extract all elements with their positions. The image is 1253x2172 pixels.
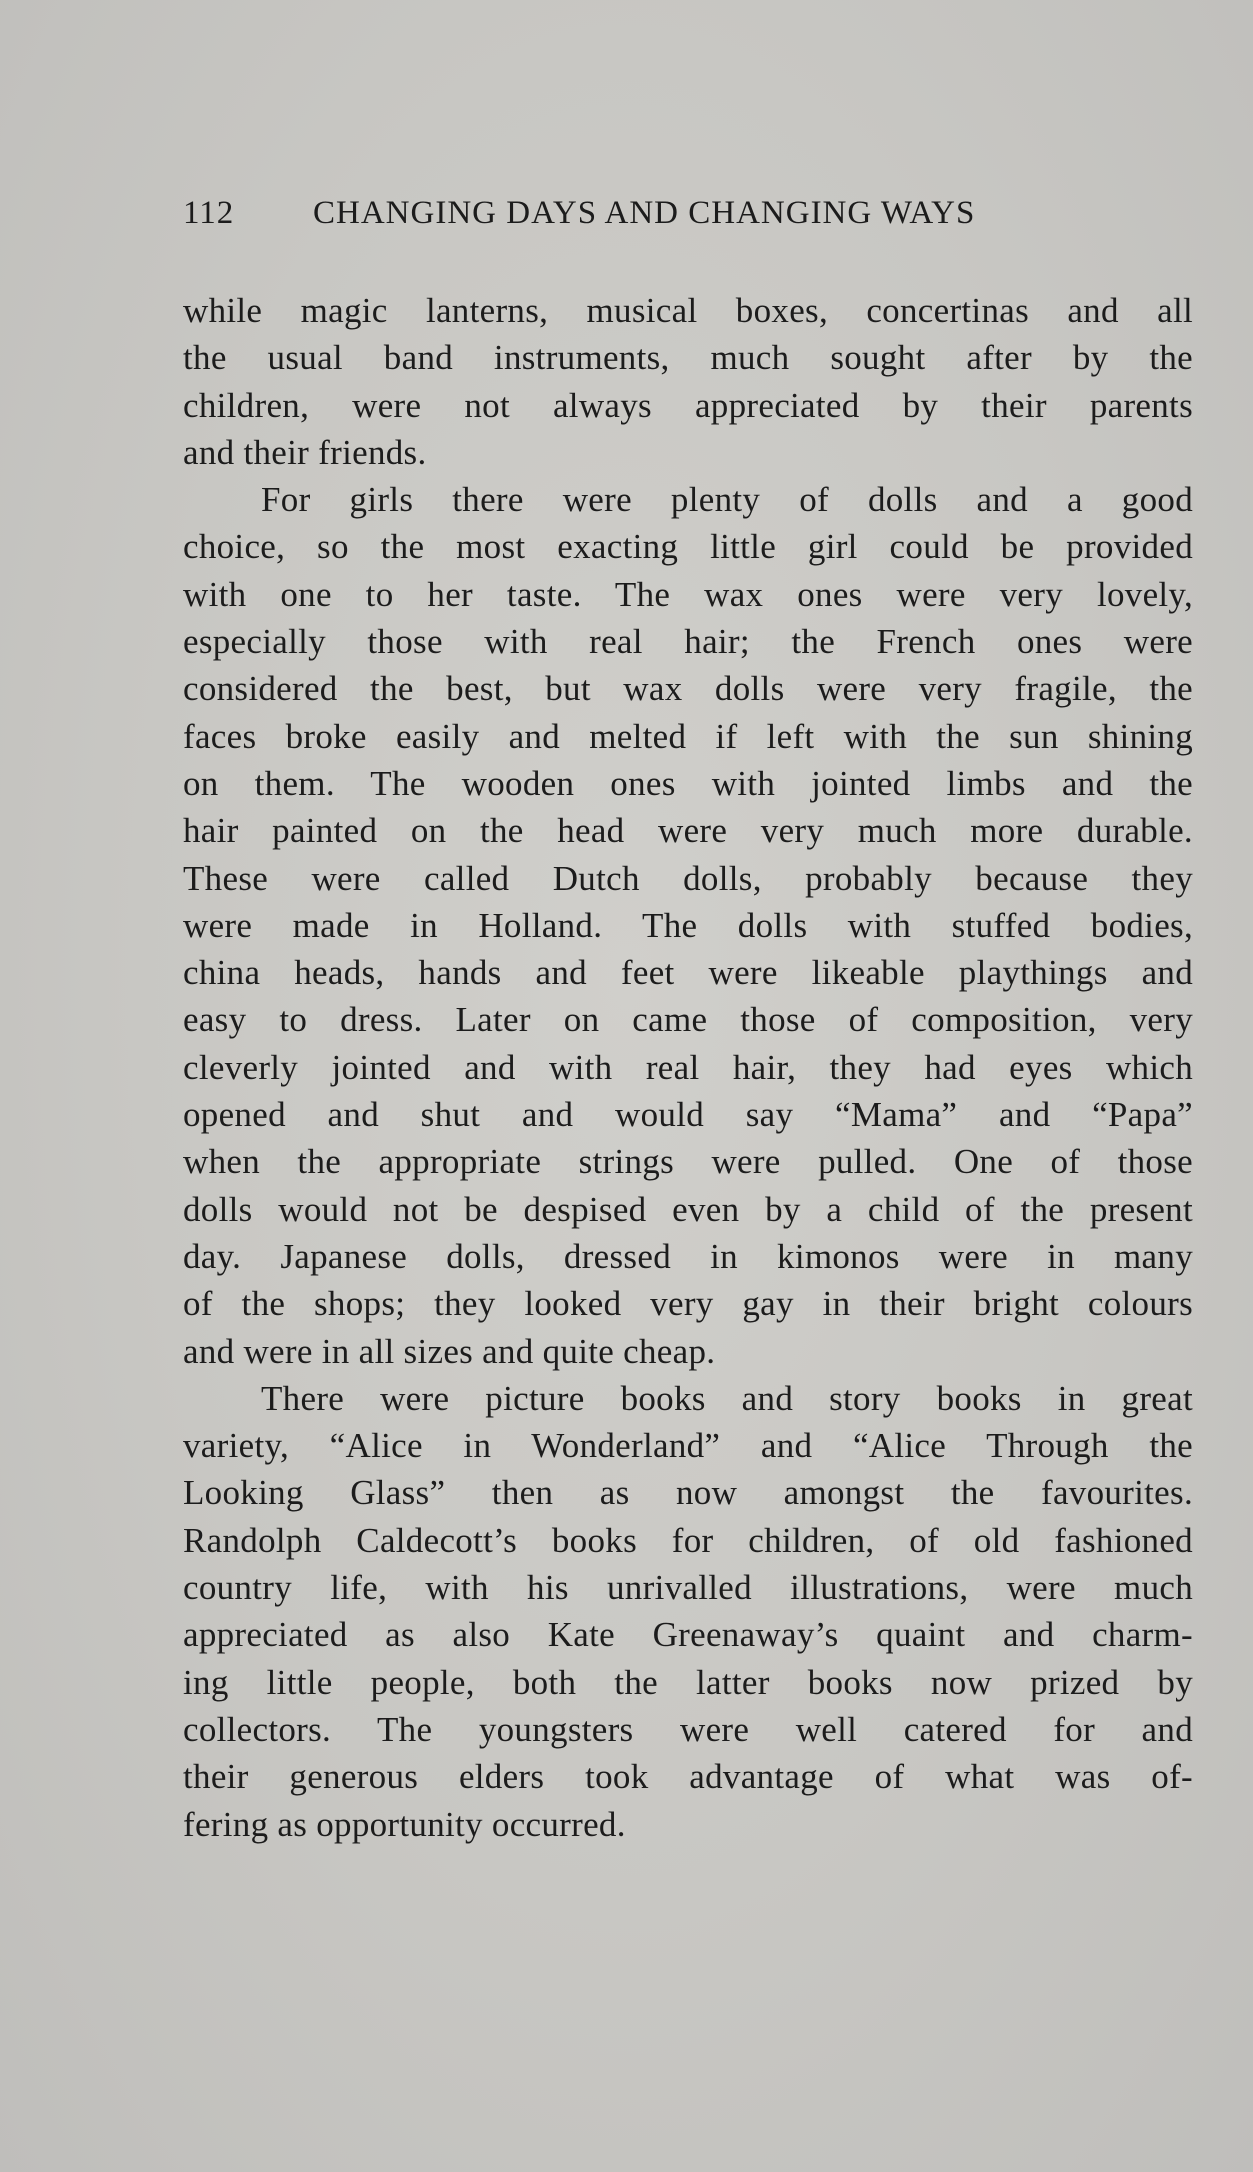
text-line: Randolph Caldecott’s books for children, of old fashioned xyxy=(183,1520,1193,1560)
text-line: Looking Glass” then as now amongst the favourites. xyxy=(183,1473,1193,1513)
text-line: fering as opportunity occurred. xyxy=(183,1804,626,1844)
text-line: variety, “Alice in Wonderland” and “Alice Through the xyxy=(183,1426,1193,1466)
page-number: 112 xyxy=(183,195,235,231)
body-text xyxy=(183,287,1193,1848)
text-line: while magic lanterns, musical boxes, concertinas and all xyxy=(183,291,1193,330)
text-line: were made in Holland. The dolls with stuffed bodies, xyxy=(183,905,1193,945)
text-line: and were in all sizes and quite cheap. xyxy=(183,1331,716,1371)
text-line: appreciated as also Kate Greenaway’s quaint and charm- xyxy=(183,1615,1193,1655)
text-line: day. Japanese dolls, dressed in kimonos were in many xyxy=(183,1236,1193,1276)
text-line: opened and shut and would say “Mama” and “Papa” xyxy=(183,1095,1193,1135)
text-line: hair painted on the head were very much more durable. xyxy=(183,811,1193,851)
text-line: easy to dress. Later on came those of composition, very xyxy=(183,1000,1193,1040)
text-line: on them. The wooden ones with jointed limbs and the xyxy=(183,763,1193,803)
text-line: especially those with real hair; the French ones were xyxy=(183,622,1193,662)
text-line: faces broke easily and melted if left with the sun shining xyxy=(183,716,1193,756)
text-line: choice, so the most exacting little girl could be provided xyxy=(183,527,1193,567)
text-line: and their friends. xyxy=(183,432,427,472)
text-line: collectors. The youngsters were well catered for and xyxy=(183,1709,1193,1749)
text-line: of the shops; they looked very gay in their bright colours xyxy=(183,1284,1193,1324)
paragraph-start-line: For girls there were plenty of dolls and a good xyxy=(261,480,1193,520)
running-head xyxy=(183,188,1063,238)
text-line: cleverly jointed and with real hair, they had eyes which xyxy=(183,1047,1193,1087)
text-line: dolls would not be despised even by a child of the present xyxy=(183,1189,1193,1229)
text-line: country life, with his unrivalled illustrations, were much xyxy=(183,1568,1193,1608)
text-line: These were called Dutch dolls, probably because they xyxy=(183,858,1193,898)
text-line: children, were not always appreciated by their parents xyxy=(183,385,1193,425)
text-line: when the appropriate strings were pulled. One of those xyxy=(183,1142,1193,1182)
text-line: china heads, hands and feet were likeable playthings and xyxy=(183,953,1193,993)
text-line: their generous elders took advantage of what was of- xyxy=(183,1757,1193,1797)
paragraph-start-line: There were picture books and story books in great xyxy=(261,1378,1193,1418)
running-title: CHANGING DAYS AND CHANGING WAYS xyxy=(313,195,976,231)
text-line: the usual band instruments, much sought after by the xyxy=(183,338,1193,378)
text-line: considered the best, but wax dolls were very fragile, the xyxy=(183,669,1193,709)
text-line: ing little people, both the latter books now prized by xyxy=(183,1662,1193,1702)
text-line: with one to her taste. The wax ones were very lovely, xyxy=(183,574,1193,614)
